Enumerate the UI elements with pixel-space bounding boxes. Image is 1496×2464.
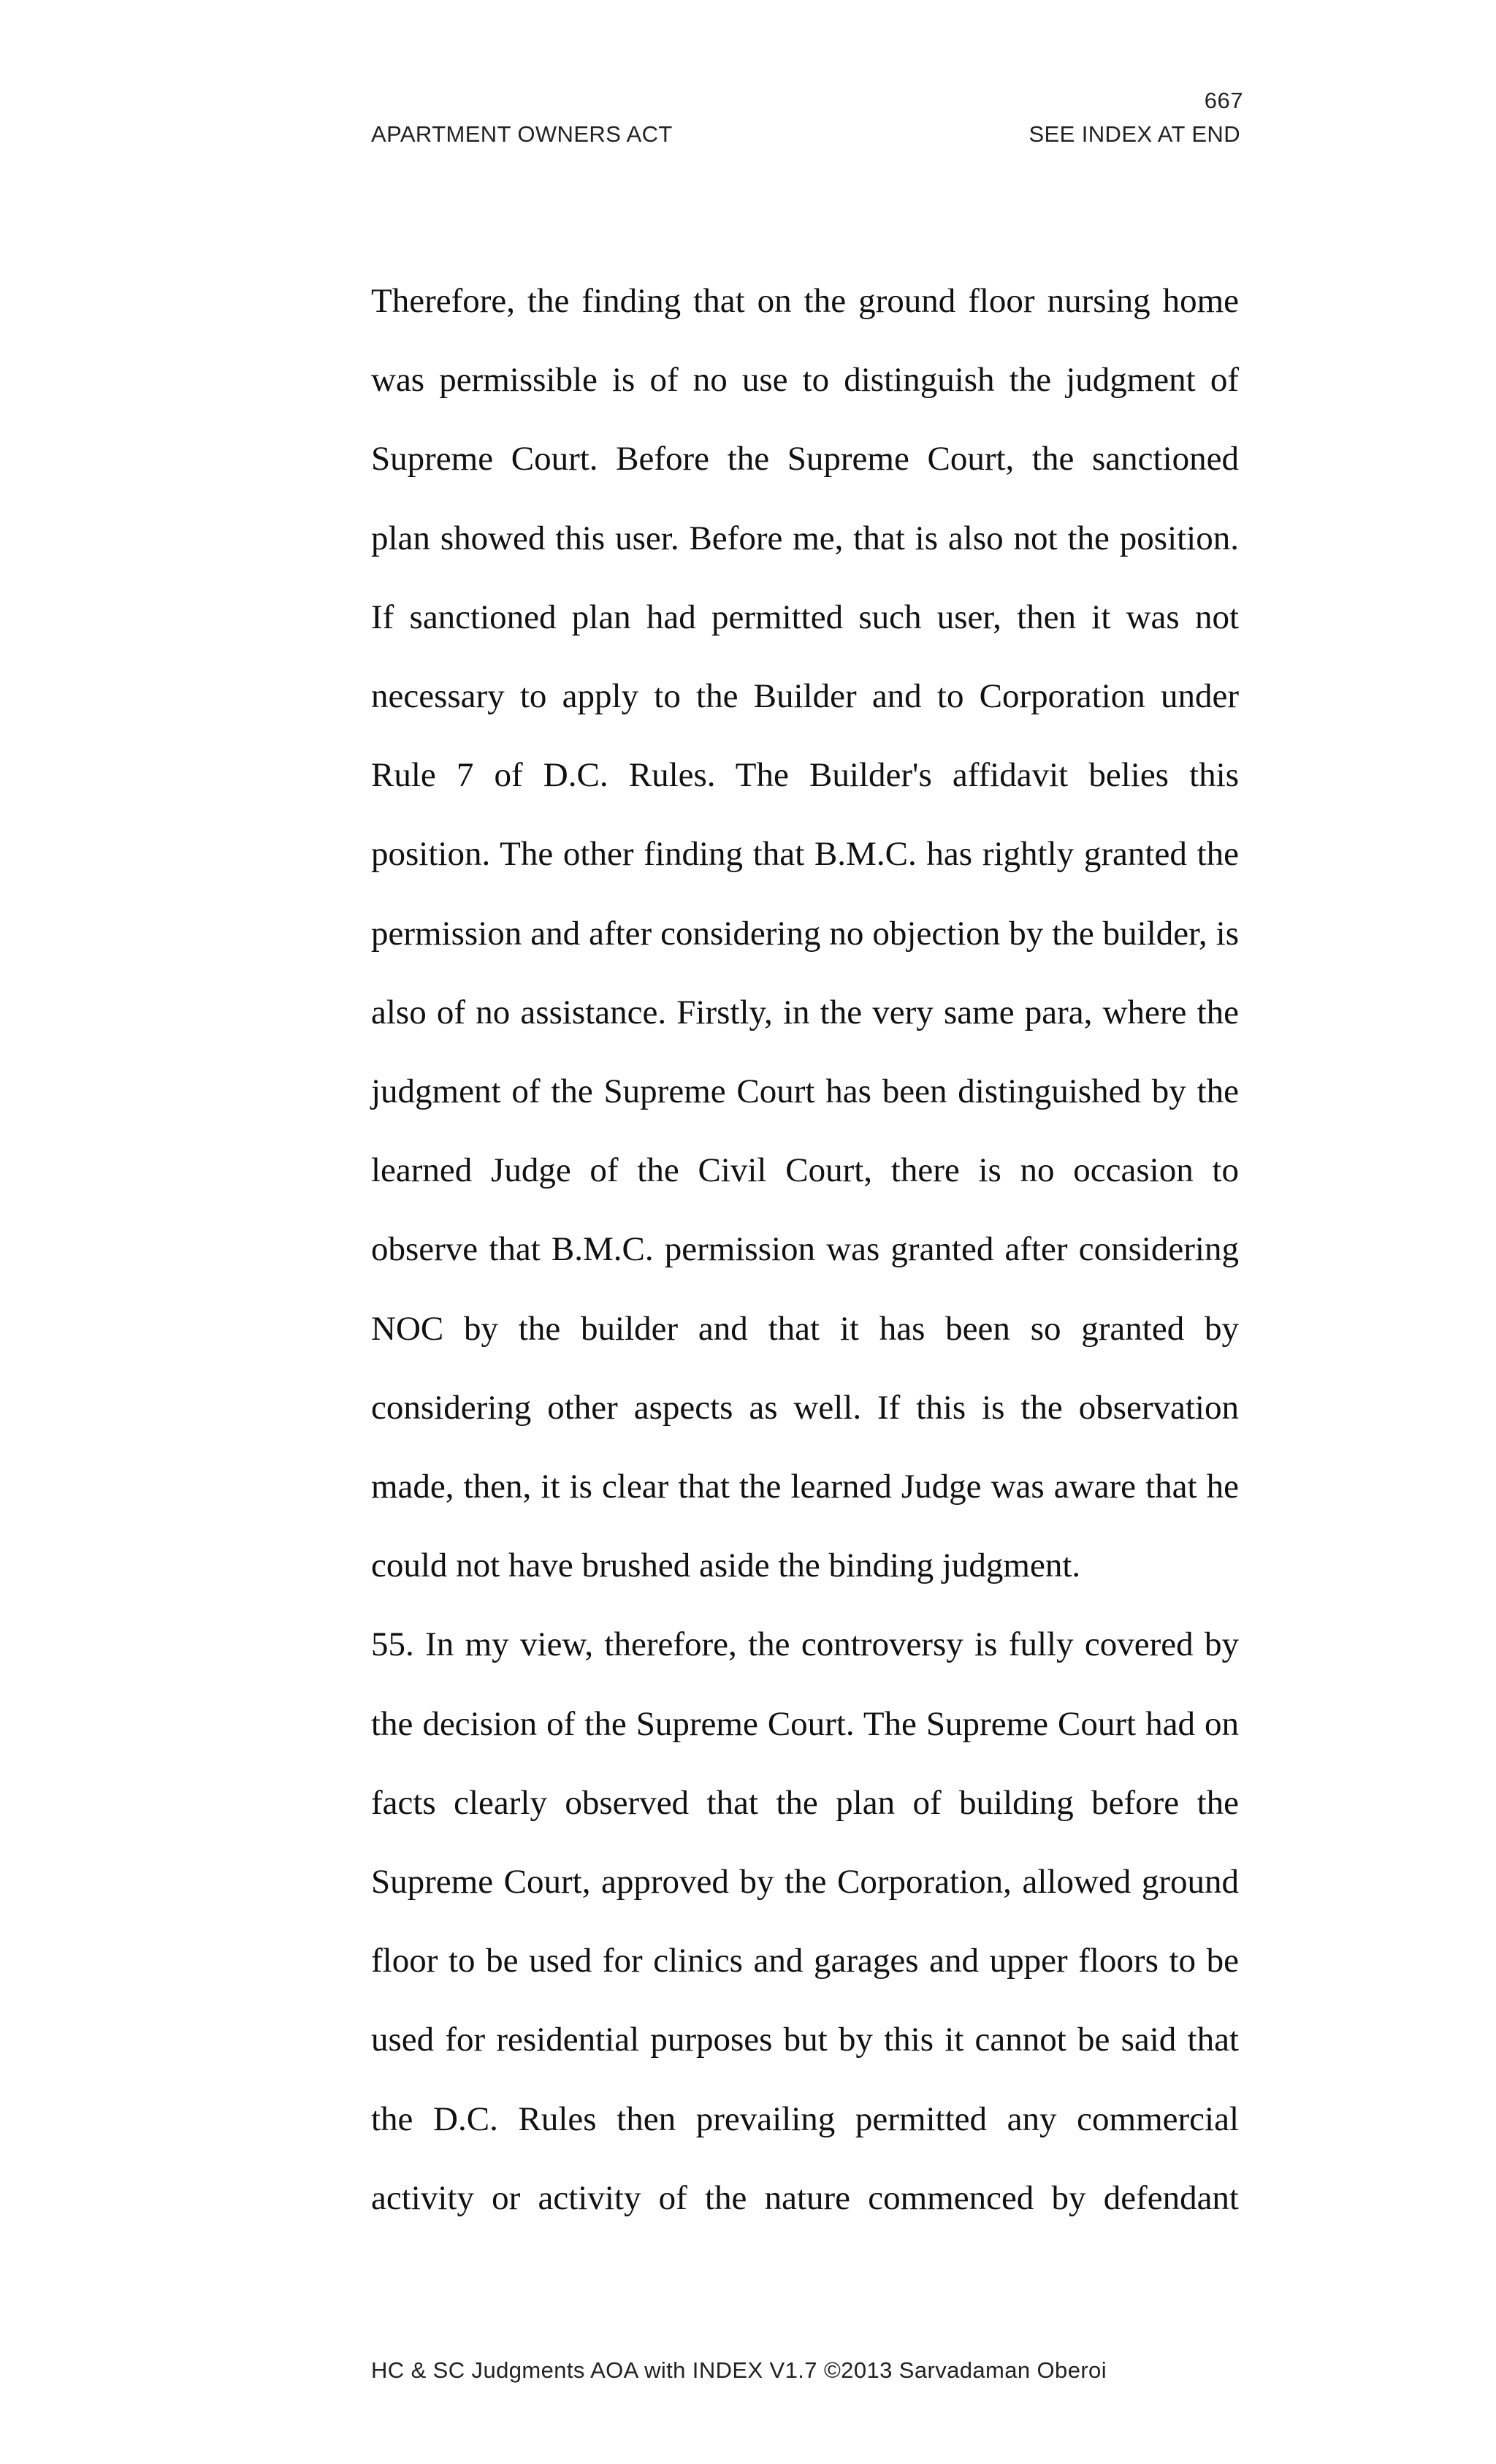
judgment-body bbox=[371, 262, 1239, 2238]
running-header bbox=[371, 121, 1240, 148]
paragraph-1: Therefore, the finding that on the ground floor nursing home was permissible is of no use to distinguish the judgment of Supreme Court. Before the Supreme Court, the sanctioned plan showed this user. Before me, that is also not the position. If sanctioned plan had permitted such user, then it was not necessary to apply to the Builder and to Corporation under Rule 7 of D.C. Rules. The Builder's affidavit belies this position. The other finding that B.M.C. has rightly granted the permission and after considering no objection by the builder, is also of no assistance. Firstly, in the very same para, where the judgment of the Supreme Court has been distinguished by the learned Judge of the Civil Court, there is no occasion to observe that B.M.C. permission was granted after considering NOC by the builder and that it has been so granted by considering other aspects as well. If this is the observation made, then, it is clear that the learned Judge was aware that he could not have brushed aside the binding judgment. bbox=[371, 282, 1239, 1585]
paragraph-2: 55. In my view, therefore, the controversy is fully covered by the decision of the Supreme Court. The Supreme Court had on facts clearly observed that the plan of building before the Supreme Court, approved by the Corporation, allowed ground floor to be used for clinics and garages and upper floors to be used for residential purposes but by this it cannot be said that the D.C. Rules then prevailing permitted any commercial activity or activity of the nature commenced by defendant bbox=[371, 1625, 1239, 2217]
header-title-left: APARTMENT OWNERS ACT bbox=[371, 121, 673, 147]
page-number: 667 bbox=[1204, 88, 1243, 113]
header-note-right: SEE INDEX AT END bbox=[1028, 121, 1240, 147]
page-footer: HC & SC Judgments AOA with INDEX V1.7 ©2013 Sarvadaman Oberoi bbox=[371, 2357, 1107, 2383]
